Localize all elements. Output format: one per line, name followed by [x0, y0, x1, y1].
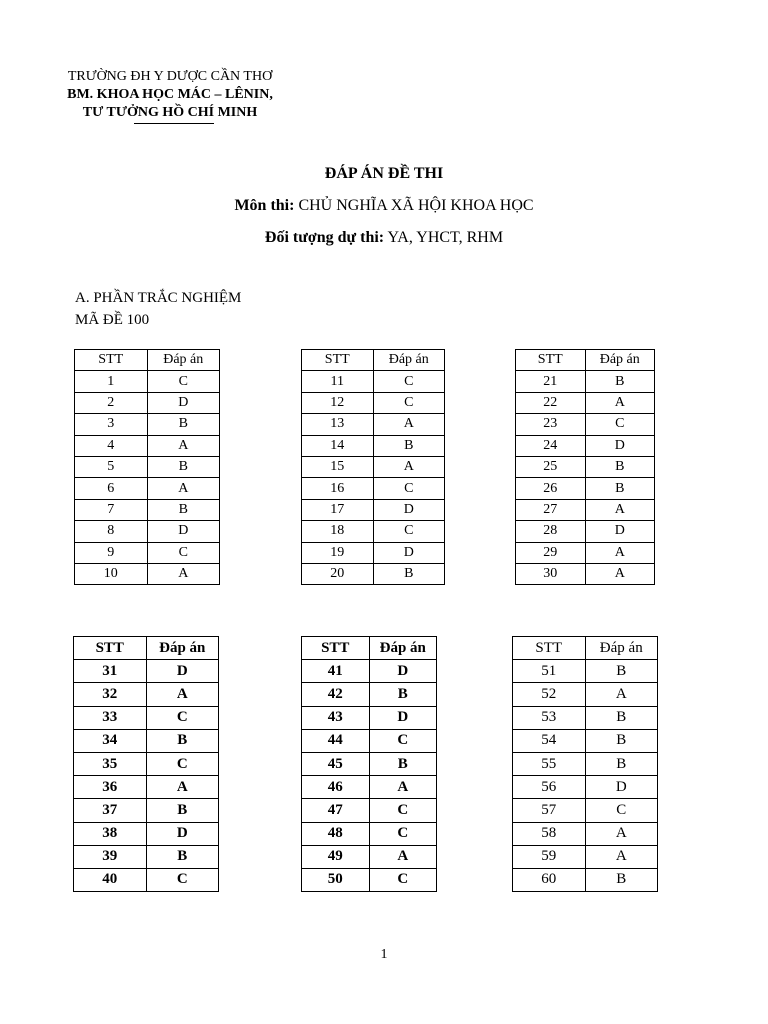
question-number: 24: [516, 435, 586, 456]
table-header-row: [302, 350, 445, 371]
exam-code: MÃ ĐỀ 100: [75, 312, 150, 328]
answer-value: B: [585, 456, 655, 477]
question-number: 40: [74, 868, 147, 891]
answer-value: C: [146, 868, 219, 891]
table-row: [74, 729, 219, 752]
question-number: 11: [302, 371, 374, 392]
question-number: 29: [516, 542, 586, 563]
table-row: [302, 868, 437, 891]
question-number: 19: [302, 542, 374, 563]
answer-value: D: [147, 392, 220, 413]
question-number: 30: [516, 563, 586, 584]
answer-value: B: [373, 435, 445, 456]
stt-header: STT: [516, 350, 586, 371]
answer-value: B: [147, 414, 220, 435]
question-number: 8: [75, 521, 148, 542]
table-header-row: [516, 350, 655, 371]
question-number: 3: [75, 414, 148, 435]
table-row: [302, 392, 445, 413]
question-number: 38: [74, 822, 147, 845]
subject-label: Môn thi:: [234, 197, 295, 214]
answer-header: Đáp án: [585, 350, 655, 371]
question-number: 47: [302, 799, 370, 822]
stt-header: STT: [302, 637, 370, 660]
answer-value: A: [369, 845, 437, 868]
question-number: 51: [513, 660, 586, 683]
question-number: 1: [75, 371, 148, 392]
answer-value: B: [146, 729, 219, 752]
answer-table-1: [74, 349, 220, 585]
table-row: [302, 660, 437, 683]
answer-value: C: [146, 752, 219, 775]
answer-value: B: [147, 456, 220, 477]
question-number: 23: [516, 414, 586, 435]
question-number: 17: [302, 499, 374, 520]
department-line-1: BM. KHOA HỌC MÁC – LÊNIN,: [67, 87, 273, 102]
answer-value: B: [585, 868, 658, 891]
answer-value: C: [373, 478, 445, 499]
table-row: [302, 414, 445, 435]
table-row: [74, 776, 219, 799]
answer-value: A: [147, 478, 220, 499]
question-number: 58: [513, 822, 586, 845]
answer-value: B: [585, 478, 655, 499]
answer-header: Đáp án: [147, 350, 220, 371]
answer-value: C: [369, 729, 437, 752]
question-number: 13: [302, 414, 374, 435]
answer-table-2: [301, 349, 445, 585]
answer-value: B: [373, 563, 445, 584]
table-row: [75, 456, 220, 477]
answer-value: C: [369, 868, 437, 891]
answer-value: B: [585, 729, 658, 752]
answer-value: D: [373, 499, 445, 520]
table-row: [302, 799, 437, 822]
table-row: [75, 478, 220, 499]
table-row: [302, 371, 445, 392]
answer-value: A: [373, 456, 445, 477]
table-row: [74, 706, 219, 729]
question-number: 60: [513, 868, 586, 891]
stt-header: STT: [75, 350, 148, 371]
answer-value: A: [585, 563, 655, 584]
answer-table-3: [515, 349, 655, 585]
table-row: [516, 371, 655, 392]
table-row: [302, 822, 437, 845]
question-number: 53: [513, 706, 586, 729]
table-row: [516, 499, 655, 520]
table-row: [75, 414, 220, 435]
answer-value: A: [585, 683, 658, 706]
answer-value: A: [369, 776, 437, 799]
table-header-row: [513, 637, 658, 660]
stt-header: STT: [74, 637, 147, 660]
answer-table-5: [301, 636, 437, 892]
answer-value: B: [585, 660, 658, 683]
question-number: 45: [302, 752, 370, 775]
table-row: [74, 822, 219, 845]
answer-value: A: [146, 776, 219, 799]
answer-value: A: [585, 499, 655, 520]
question-number: 56: [513, 776, 586, 799]
table-row: [513, 868, 658, 891]
answer-value: C: [146, 706, 219, 729]
answer-value: B: [146, 799, 219, 822]
question-number: 35: [74, 752, 147, 775]
answer-header: Đáp án: [585, 637, 658, 660]
table-row: [513, 706, 658, 729]
audience-value: YA, YHCT, RHM: [387, 229, 504, 246]
audience-line: [0, 228, 768, 248]
answer-table-6: [512, 636, 658, 892]
answer-header: Đáp án: [373, 350, 445, 371]
answer-value: C: [147, 542, 220, 563]
question-number: 50: [302, 868, 370, 891]
answer-value: B: [146, 845, 219, 868]
table-row: [74, 752, 219, 775]
question-number: 5: [75, 456, 148, 477]
table-row: [302, 542, 445, 563]
answer-value: A: [373, 414, 445, 435]
table-row: [302, 845, 437, 868]
question-number: 20: [302, 563, 374, 584]
answer-value: D: [373, 542, 445, 563]
table-row: [74, 868, 219, 891]
question-number: 31: [74, 660, 147, 683]
table-row: [74, 683, 219, 706]
table-row: [75, 563, 220, 584]
answer-value: C: [373, 392, 445, 413]
question-number: 34: [74, 729, 147, 752]
answer-value: A: [585, 845, 658, 868]
answer-value: B: [369, 752, 437, 775]
answer-value: A: [147, 563, 220, 584]
table-row: [302, 435, 445, 456]
table-row: [516, 456, 655, 477]
answer-value: A: [585, 822, 658, 845]
section-title: A. PHẦN TRẮC NGHIỆM: [75, 290, 242, 306]
question-number: 21: [516, 371, 586, 392]
question-number: 57: [513, 799, 586, 822]
answer-value: D: [369, 660, 437, 683]
question-number: 7: [75, 499, 148, 520]
question-number: 16: [302, 478, 374, 499]
table-row: [74, 660, 219, 683]
answer-value: C: [369, 822, 437, 845]
question-number: 6: [75, 478, 148, 499]
question-number: 41: [302, 660, 370, 683]
table-row: [513, 845, 658, 868]
table-row: [302, 683, 437, 706]
table-row: [516, 521, 655, 542]
table-row: [75, 499, 220, 520]
question-number: 15: [302, 456, 374, 477]
answer-value: B: [585, 706, 658, 729]
answer-value: C: [373, 371, 445, 392]
table-row: [302, 752, 437, 775]
table-row: [513, 822, 658, 845]
answer-value: D: [146, 660, 219, 683]
table-row: [516, 542, 655, 563]
question-number: 10: [75, 563, 148, 584]
table-row: [302, 499, 445, 520]
table-row: [516, 478, 655, 499]
table-row: [516, 435, 655, 456]
question-number: 46: [302, 776, 370, 799]
subject-line: [0, 196, 768, 216]
table-row: [513, 660, 658, 683]
question-number: 36: [74, 776, 147, 799]
question-number: 49: [302, 845, 370, 868]
table-row: [513, 752, 658, 775]
answer-value: D: [147, 521, 220, 542]
question-number: 32: [74, 683, 147, 706]
school-name: TRƯỜNG ĐH Y DƯỢC CẦN THƠ: [67, 69, 273, 84]
table-row: [516, 414, 655, 435]
question-number: 44: [302, 729, 370, 752]
table-row: [513, 776, 658, 799]
question-number: 54: [513, 729, 586, 752]
table-row: [513, 729, 658, 752]
table-row: [302, 521, 445, 542]
table-header-row: [74, 637, 219, 660]
question-number: 55: [513, 752, 586, 775]
answer-value: A: [146, 683, 219, 706]
table-row: [75, 392, 220, 413]
answer-value: C: [147, 371, 220, 392]
audience-label: Đối tượng dự thi:: [264, 229, 385, 246]
question-number: 9: [75, 542, 148, 563]
table-row: [302, 729, 437, 752]
question-number: 25: [516, 456, 586, 477]
question-number: 12: [302, 392, 374, 413]
subject-value: CHỦ NGHĨA XÃ HỘI KHOA HỌC: [298, 197, 534, 214]
question-number: 42: [302, 683, 370, 706]
table-row: [302, 478, 445, 499]
question-number: 28: [516, 521, 586, 542]
question-number: 22: [516, 392, 586, 413]
table-row: [302, 776, 437, 799]
department-line-2: TƯ TƯỞNG HỒ CHÍ MINH: [82, 105, 258, 120]
header-underline: [134, 123, 214, 124]
answer-table-4: [73, 636, 219, 892]
table-header-row: [75, 350, 220, 371]
table-row: [74, 845, 219, 868]
table-row: [516, 563, 655, 584]
table-row: [75, 435, 220, 456]
table-row: [513, 799, 658, 822]
question-number: 33: [74, 706, 147, 729]
answer-value: A: [585, 542, 655, 563]
answer-value: C: [369, 799, 437, 822]
table-header-row: [302, 637, 437, 660]
answer-value: D: [585, 521, 655, 542]
question-number: 26: [516, 478, 586, 499]
answer-value: C: [585, 799, 658, 822]
question-number: 52: [513, 683, 586, 706]
question-number: 14: [302, 435, 374, 456]
answer-value: D: [585, 435, 655, 456]
question-number: 27: [516, 499, 586, 520]
answer-value: C: [585, 414, 655, 435]
answer-value: B: [147, 499, 220, 520]
table-row: [302, 456, 445, 477]
question-number: 2: [75, 392, 148, 413]
table-row: [302, 706, 437, 729]
table-row: [74, 799, 219, 822]
answer-value: D: [146, 822, 219, 845]
question-number: 18: [302, 521, 374, 542]
question-number: 48: [302, 822, 370, 845]
table-row: [513, 683, 658, 706]
table-row: [302, 563, 445, 584]
answer-header: Đáp án: [146, 637, 219, 660]
page-number: 1: [380, 947, 388, 962]
answer-value: B: [369, 683, 437, 706]
answer-value: A: [147, 435, 220, 456]
answer-value: B: [585, 371, 655, 392]
document-title: ĐÁP ÁN ĐỀ THI: [324, 165, 444, 182]
table-row: [516, 392, 655, 413]
question-number: 39: [74, 845, 147, 868]
answer-value: C: [373, 521, 445, 542]
table-row: [75, 542, 220, 563]
question-number: 43: [302, 706, 370, 729]
answer-value: D: [369, 706, 437, 729]
answer-value: D: [585, 776, 658, 799]
table-row: [75, 371, 220, 392]
stt-header: STT: [513, 637, 586, 660]
question-number: 59: [513, 845, 586, 868]
answer-header: Đáp án: [369, 637, 437, 660]
answer-value: A: [585, 392, 655, 413]
answer-value: B: [585, 752, 658, 775]
question-number: 4: [75, 435, 148, 456]
question-number: 37: [74, 799, 147, 822]
table-row: [75, 521, 220, 542]
stt-header: STT: [302, 350, 374, 371]
